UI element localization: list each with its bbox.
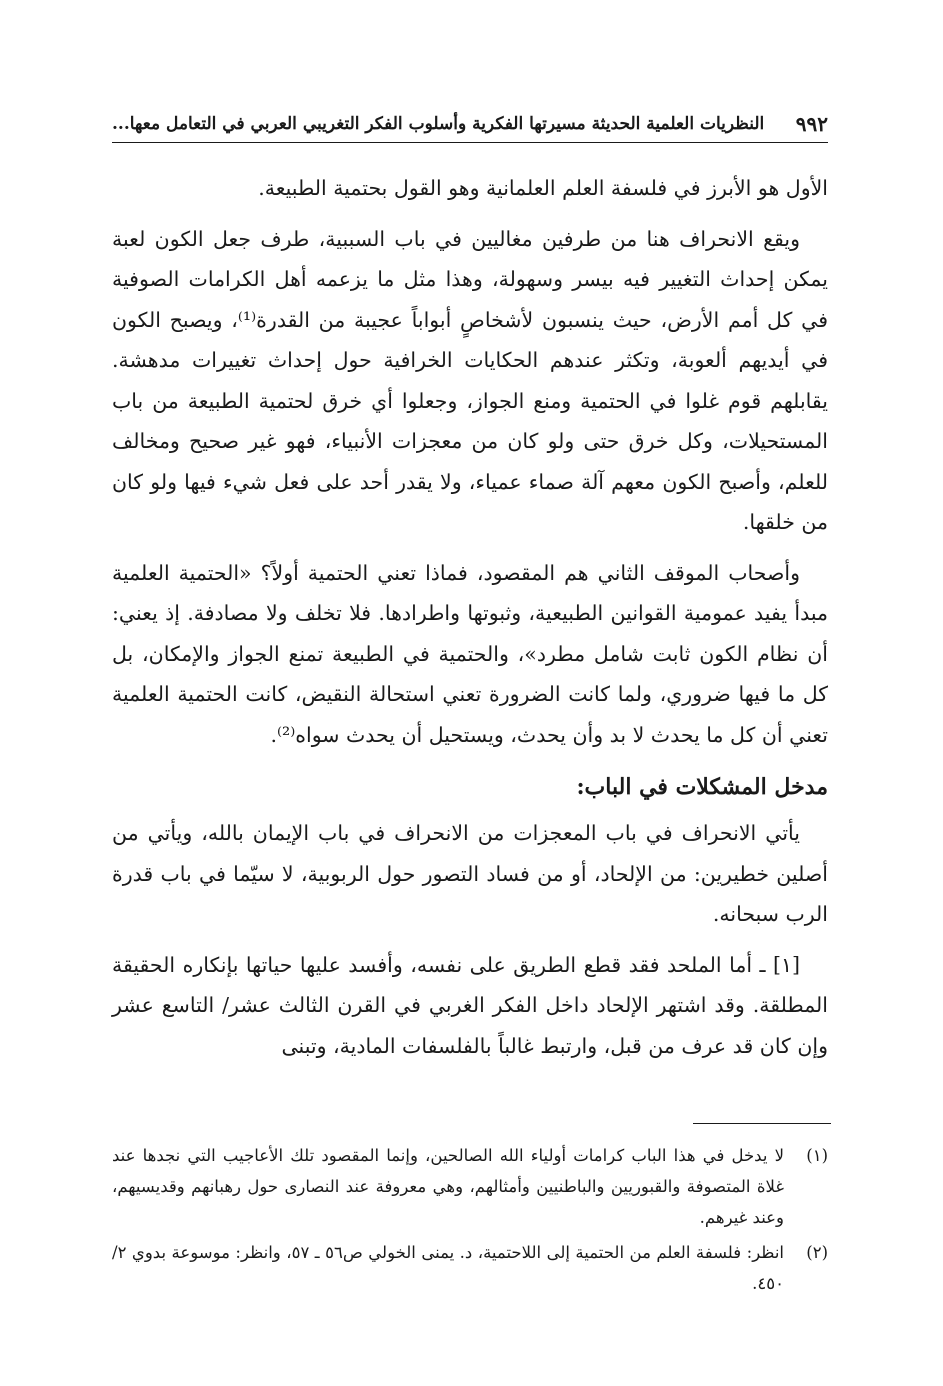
running-header — [112, 108, 828, 143]
page-number: ٩٩٢ — [795, 112, 828, 136]
footnote-text: انظر: فلسفة العلم من الحتمية إلى اللاحتمية، د. يمنى الخولي ص٥٦ ـ ٥٧، وانظر: موسوعة بدوي ٢/ ٤٥٠. — [112, 1243, 785, 1293]
footnote-2 — [112, 1237, 828, 1299]
footnote-marker: (٢) — [806, 1243, 828, 1262]
running-header-title: النظريات العلمية الحديثة مسيرتها الفكرية وأسلوب الفكر التغريبي العربي في التعامل معها... — [112, 114, 765, 134]
paragraph-2: ويقع الانحراف هنا من طرفين مغاليين في باب السببية، طرف جعل الكون لعبة يمكن إحداث التغيير فيه بيسر وسهولة، وهذا مثل ما يزعمه أهل الكرامات الصوفية في كل أمم الأرض، حيث ينسبون لأشخاصٍ أبواباً عجيبة من القدرة⁽¹⁾، ويصبح الكون في أيديهم ألعوبة، وتكثر عندهم الحكايات الخرافية حول إحداث تغييرات مدهشة. يقابلهم قوم غلوا في الحتمية ومنع الجواز، وجعلوا أي خرق لحتمية الطبيعة من باب المستحيلات، وكل خرق حتى ولو كان من معجزات الأنبياء، فهو غير صحيح ومخالف للعلم، وأصبح الكون معهم آلة صماء عمياء، ولا يقدر أحد على فعل شيء فيها ولو كان من خلقها. — [112, 226, 828, 534]
footnote-divider — [693, 1123, 831, 1124]
footnote-1 — [112, 1140, 828, 1233]
paragraph-1: الأول هو الأبرز في فلسفة العلم العلمانية وهو القول بحتمية الطبيعة. — [258, 176, 828, 200]
paragraph-3: وأصحاب الموقف الثاني هم المقصود، فماذا تعني الحتمية أولاً؟ «الحتمية العلمية مبدأ يفيد عمومية القوانين الطبيعية، وثبوتها واطرادها. فلا تخلف ولا مصادفة. إذ يعني: أن نظام الكون ثابت شامل مطرد»، والحتمية في الطبيعة تمنع الجواز والإمكان، بل كل ما فيها ضروري، ولما كانت الضرورة تعني استحالة النقيض، كانت الحتمية العلمية تعني أن كل ما يحدث لا بد وأن يحدث، ويستحيل أن يحدث سواه⁽²⁾. — [112, 560, 828, 747]
section-heading: مدخل المشكلات في الباب: — [576, 774, 828, 800]
footnote-marker: (١) — [806, 1146, 828, 1165]
footnote-text: لا يدخل في هذا الباب كرامات أولياء الله الصالحين، وإنما المقصود تلك الأعاجيب التي نجدها عند غلاة المتصوفة والقبوريين والباطنيين وأمثالهم، وهي معروفة عند النصارى حول رهبانهم وقديسيهم، وعند غيرهم. — [112, 1146, 784, 1227]
paragraph-5: [١] ـ أما الملحد فقد قطع الطريق على نفسه، وأفسد عليها حياتها بإنكاره الحقيقة المطلقة. وقد اشتهر الإلحاد داخل الفكر الغربي في القرن الثالث عشر/ التاسع عشر وإن كان قد عرف من قبل، وارتبط غالباً بالفلسفات المادية، وتبنى — [112, 952, 828, 1058]
footnotes — [112, 1140, 828, 1303]
main-text — [112, 168, 828, 1076]
paragraph-4: يأتي الانحراف في باب المعجزات من الانحراف في باب الإيمان بالله، ويأتي من أصلين خطيرين: من الإلحاد، أو من فساد التصور حول الربوبية، لا سيّما في باب قدرة الرب سبحانه. — [112, 821, 828, 926]
